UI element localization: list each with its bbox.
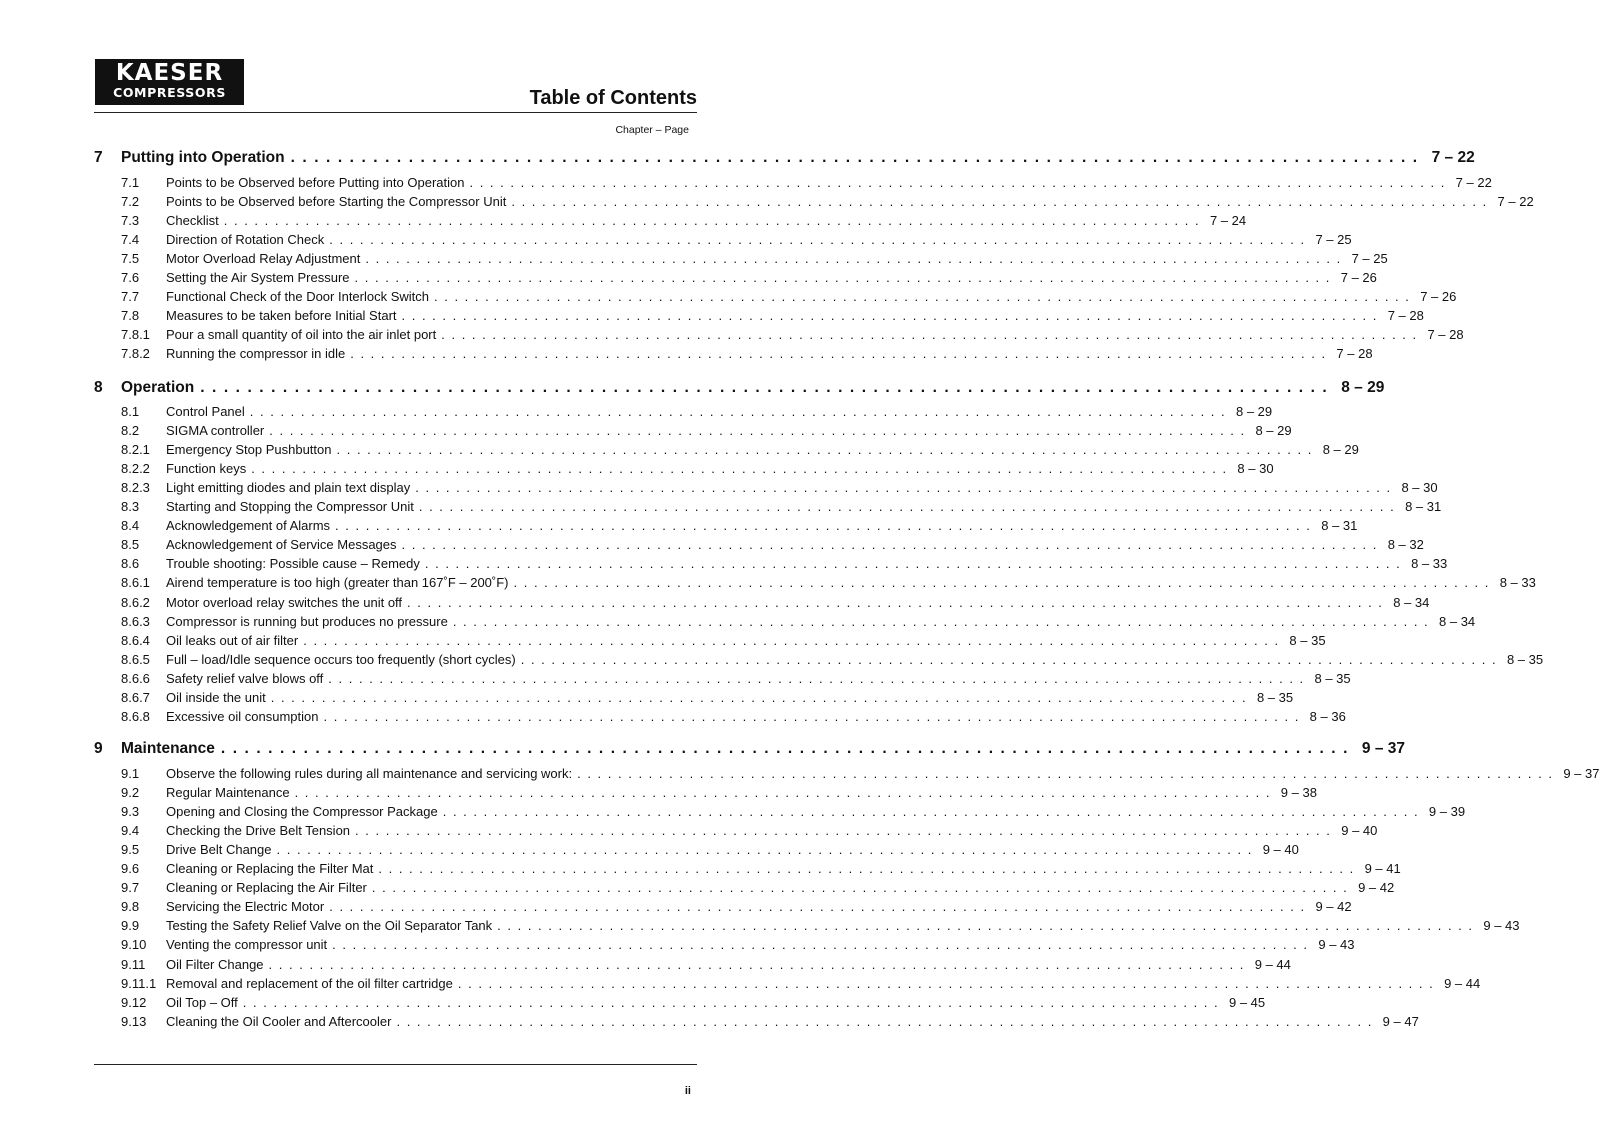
entry-page: 9 – 44 <box>1254 956 1291 972</box>
dot-leader: . . . . . . . . . . . . . . . . . . . . . . . . . . . . . . . . . . . . . . . . . . . . . . . . . . . . . . . . . . . . . . . . . . . . . . . . . . . . . . . . . . . . . . . . . . . . . . . . <box>371 880 1349 896</box>
entry-page: 7 – 28 <box>1427 327 1464 343</box>
entry-page: 8 – 29 <box>1255 423 1292 439</box>
dot-leader: . . . . . . . . . . . . . . . . . . . . . . . . . . . . . . . . . . . . . . . . . . . . . . . . . . . . . . . . . . . . . . . . . . . . . . . . . . . . . . . . . . . . . . . . . . . . . . . . <box>249 404 1227 419</box>
chapter-page: 9 – 37 <box>1361 740 1406 757</box>
dot-leader: . . . . . . . . . . . . . . . . . . . . . . . . . . . . . . . . . . . . . . . . . . . . . . . . . . . . . . . . . . . . . . . . . . . . . . . . . . . . . . . . . . . . . . . . . . . . . . . . <box>396 1013 1373 1029</box>
dot-leader: . . . . . . . . . . . . . . . . . . . . . . . . . . . . . . . . . . . . . . . . . . . . . . . . . . . . . . . . . . . . . . . . . . . . . . . . . . . . . . . . . . . . . . . . . . . . . . . . <box>378 861 1355 877</box>
entry-number: 8.2 <box>121 423 140 439</box>
entry-number: 7.8 <box>121 308 140 324</box>
dot-leader: . . . . . . . . . . . . . . . . . . . . . . . . . . . . . . . . . . . . . . . . . . . . . . . . . . . . . . . . . . . . . . . . . . . . . . . . . . . . . . . . . . . . . . . . . . . . . . . . <box>497 918 1474 934</box>
toc-entry[interactable] <box>121 821 1378 840</box>
entry-page: 8 – 34 <box>1393 594 1430 610</box>
dot-leader: . . . . . . . . . . . . . . . . . . . . . . . . . . . . . . . . . . . . . . . . . . . . . . . . . . . . . . . . . . . . . . . . . . . . . . . . . . . . . . . . . . . . . . . . . . . . . . . . <box>577 766 1554 781</box>
dot-leader: . . . . . . . . . . . . . . . . . . . . . . . . . . . . . . . . . . . . . . . . . . . . . . . . . . . . . . . . . . . . . . . . . . . . . . . . . . . . . . . . . . . . . . . . . . . . . . . . <box>290 149 1419 166</box>
entry-page: 8 – 30 <box>1401 480 1438 496</box>
toc-entry[interactable] <box>121 459 1274 478</box>
entry-number: 8.3 <box>121 499 140 515</box>
dot-leader: . . . . . . . . . . . . . . . . . . . . . . . . . . . . . . . . . . . . . . . . . . . . . . . . . . . . . . . . . . . . . . . . . . . . . . . . . . . . . . . . . . . . . . . . . . . . . . . . <box>242 994 1220 1010</box>
entry-number: 7.4 <box>121 232 140 248</box>
entry-title: Running the compressor in idle <box>166 346 346 362</box>
entry-number: 9.6 <box>121 861 140 877</box>
entry-title: Light emitting diodes and plain text display <box>166 480 411 496</box>
entry-page: 7 – 26 <box>1340 270 1377 286</box>
toc-entry[interactable] <box>121 192 1534 211</box>
dot-leader: . . . . . . . . . . . . . . . . . . . . . . . . . . . . . . . . . . . . . . . . . . . . . . . . . . . . . . . . . . . . . . . . . . . . . . . . . . . . . . . . . . . . . . . . . . . . . . . . <box>354 270 1331 286</box>
entry-number: 8.2.2 <box>121 461 150 477</box>
chapter-title: Putting into Operation <box>121 149 285 166</box>
entry-number: 9.7 <box>121 880 140 896</box>
entry-title: Compressor is running but produces no pressure <box>166 613 448 629</box>
dot-leader: . . . . . . . . . . . . . . . . . . . . . . . . . . . . . . . . . . . . . . . . . . . . . . . . . . . . . . . . . . . . . . . . . . . . . . . . . . . . . . . . . . . . . . . . . . . . . . . . <box>335 518 1312 534</box>
entry-page: 7 – 24 <box>1209 213 1247 229</box>
entry-number: 7.8.2 <box>121 346 150 362</box>
entry-title: Oil inside the unit <box>166 689 266 705</box>
dot-leader: . . . . . . . . . . . . . . . . . . . . . . . . . . . . . . . . . . . . . . . . . . . . . . . . . . . . . . . . . . . . . . . . . . . . . . . . . . . . . . . . . . . . . . . . . . . . . . . . <box>401 308 1378 324</box>
entry-page: 8 – 34 <box>1439 613 1476 629</box>
toc-entry[interactable] <box>121 268 1377 287</box>
toc-entry[interactable] <box>121 306 1424 325</box>
entry-title: Venting the compressor unit <box>166 937 328 953</box>
entry-title: Checklist <box>166 213 219 229</box>
entry-title: Safety relief valve blows off <box>166 670 324 686</box>
entry-title: Trouble shooting: Possible cause – Remedy <box>166 556 420 572</box>
entry-number: 8.4 <box>121 518 140 534</box>
dot-leader: . . . . . . . . . . . . . . . . . . . . . . . . . . . . . . . . . . . . . . . . . . . . . . . . . . . . . . . . . . . . . . . . . . . . . . . . . . . . . . . . . . . . . . . . . . . . . . . . <box>441 327 1418 343</box>
entry-number: 8.6.3 <box>121 613 150 629</box>
toc-entry[interactable] <box>121 344 1373 363</box>
dot-leader: . . . . . . . . . . . . . . . . . . . . . . . . . . . . . . . . . . . . . . . . . . . . . . . . . . . . . . . . . . . . . . . . . . . . . . . . . . . . . . . . . . . . . . . . . . . . . . . . <box>434 289 1411 305</box>
dot-leader: . . . . . . . . . . . . . . . . . . . . . . . . . . . . . . . . . . . . . . . . . . . . . . . . . . . . . . . . . . . . . . . . . . . . . . . . . . . . . . . . . . . . . . . . . . . . . . . . <box>520 651 1498 667</box>
toc-entry[interactable] <box>121 955 1291 974</box>
entry-title: Points to be Observed before Putting into Operation <box>166 175 465 190</box>
entry-page: 8 – 35 <box>1289 632 1326 648</box>
dot-leader: . . . . . . . . . . . . . . . . . . . . . . . . . . . . . . . . . . . . . . . . . . . . . . . . . . . . . . . . . . . . . . . . . . . . . . . . . . . . . . . . . . . . . . . . . . . . . . . . <box>220 740 1350 757</box>
entry-title: Oil leaks out of air filter <box>166 632 299 648</box>
dot-leader: . . . . . . . . . . . . . . . . . . . . . . . . . . . . . . . . . . . . . . . . . . . . . . . . . . . . . . . . . . . . . . . . . . . . . . . . . . . . . . . . . . . . . . . . . . . . . . . . <box>332 937 1309 953</box>
entry-title: Cleaning or Replacing the Air Filter <box>166 880 367 896</box>
entry-page: 8 – 33 <box>1499 575 1536 591</box>
entry-number: 7.1 <box>121 175 140 190</box>
entry-number: 8.2.1 <box>121 442 150 458</box>
toc-entry[interactable] <box>121 935 1355 954</box>
dot-leader: . . . . . . . . . . . . . . . . . . . . . . . . . . . . . . . . . . . . . . . . . . . . . . . . . . . . . . . . . . . . . . . . . . . . . . . . . . . . . . . . . . . . . . . . . . . . . . . . <box>200 379 1329 396</box>
entry-page: 9 – 42 <box>1315 899 1352 915</box>
entry-title: Direction of Rotation Check <box>166 232 325 248</box>
entry-title: Motor overload relay switches the unit off <box>166 594 403 610</box>
toc-entry[interactable] <box>121 688 1294 707</box>
toc-entry[interactable] <box>121 840 1299 859</box>
toc-entry[interactable] <box>121 802 1466 821</box>
entry-title: Oil Top – Off <box>166 994 238 1010</box>
dot-leader: . . . . . . . . . . . . . . . . . . . . . . . . . . . . . . . . . . . . . . . . . . . . . . . . . . . . . . . . . . . . . . . . . . . . . . . . . . . . . . . . . . . . . . . . . . . . . . . . <box>276 842 1253 858</box>
logo-brand: KAESER <box>115 60 224 86</box>
dot-leader: . . . . . . . . . . . . . . . . . . . . . . . . . . . . . . . . . . . . . . . . . . . . . . . . . . . . . . . . . . . . . . . . . . . . . . . . . . . . . . . . . . . . . . . . . . . . . . . . <box>457 975 1435 991</box>
entry-page: 7 – 28 <box>1387 308 1424 324</box>
dot-leader: . . . . . . . . . . . . . . . . . . . . . . . . . . . . . . . . . . . . . . . . . . . . . . . . . . . . . . . . . . . . . . . . . . . . . . . . . . . . . . . . . . . . . . . . . . . . . . . . <box>329 232 1306 248</box>
entry-title: SIGMA controller <box>166 423 265 439</box>
toc-entry[interactable] <box>121 859 1401 878</box>
toc-entry[interactable] <box>121 707 1346 726</box>
toc-entry[interactable] <box>121 516 1358 535</box>
entry-page: 8 – 35 <box>1314 670 1351 686</box>
toc-entry[interactable] <box>121 497 1442 516</box>
entry-number: 9.8 <box>121 899 140 915</box>
dot-leader: . . . . . . . . . . . . . . . . . . . . . . . . . . . . . . . . . . . . . . . . . . . . . . . . . . . . . . . . . . . . . . . . . . . . . . . . . . . . . . . . . . . . . . . . . . . . . . . . <box>223 213 1201 229</box>
entry-page: 9 – 40 <box>1262 842 1299 858</box>
entry-page: 9 – 40 <box>1341 823 1378 839</box>
dot-leader: . . . . . . . . . . . . . . . . . . . . . . . . . . . . . . . . . . . . . . . . . . . . . . . . . . . . . . . . . . . . . . . . . . . . . . . . . . . . . . . . . . . . . . . . . . . . . . . . <box>355 823 1332 839</box>
chapter-title: Operation <box>121 379 195 396</box>
entry-title: Observe the following rules during all maintenance and servicing work: <box>166 766 573 781</box>
chapter-page-label: Chapter – Page <box>615 124 689 136</box>
entry-number: 7.2 <box>121 194 140 210</box>
entry-page: 8 – 35 <box>1506 651 1544 667</box>
entry-title: Oil Filter Change <box>166 956 264 972</box>
toc-entry[interactable] <box>121 974 1481 993</box>
dot-leader: . . . . . . . . . . . . . . . . . . . . . . . . . . . . . . . . . . . . . . . . . . . . . . . . . . . . . . . . . . . . . . . . . . . . . . . . . . . . . . . . . . . . . . . . . . . . . . . . <box>336 442 1313 458</box>
entry-title: Function keys <box>166 461 247 477</box>
entry-page: 9 – 43 <box>1483 918 1520 934</box>
toc-chapter[interactable] <box>94 378 1385 398</box>
entry-page: 8 – 31 <box>1405 499 1442 515</box>
entry-page: 8 – 29 <box>1322 442 1359 458</box>
entry-title: Full – load/Idle sequence occurs too frequently (short cycles) <box>166 651 516 667</box>
entry-page: 9 – 38 <box>1280 785 1317 801</box>
entry-number: 8.6 <box>121 556 140 572</box>
entry-number: 8.6.2 <box>121 594 150 610</box>
entry-page: 8 – 36 <box>1309 708 1346 724</box>
entry-title: Airend temperature is too high (greater than 167˚F – 200˚F) <box>166 575 509 591</box>
dot-leader: . . . . . . . . . . . . . . . . . . . . . . . . . . . . . . . . . . . . . . . . . . . . . . . . . . . . . . . . . . . . . . . . . . . . . . . . . . . . . . . . . . . . . . . . . . . . . . . . <box>270 689 1248 705</box>
entry-page: 8 – 29 <box>1235 404 1273 419</box>
entry-page: 7 – 26 <box>1420 289 1457 305</box>
chapter-page: 7 – 22 <box>1431 149 1475 166</box>
entry-page: 9 – 47 <box>1382 1013 1419 1029</box>
chapter-number: 7 <box>94 149 103 166</box>
entry-page: 9 – 37 <box>1563 766 1599 781</box>
dot-leader: . . . . . . . . . . . . . . . . . . . . . . . . . . . . . . . . . . . . . . . . . . . . . . . . . . . . . . . . . . . . . . . . . . . . . . . . . . . . . . . . . . . . . . . . . . . . . . . . <box>323 708 1300 724</box>
chapter-page: 8 – 29 <box>1341 379 1385 396</box>
entry-number: 8.6.6 <box>121 670 150 686</box>
entry-number: 8.6.1 <box>121 575 150 591</box>
toc-entry[interactable] <box>121 650 1544 669</box>
chapter-title: Maintenance <box>121 740 215 757</box>
dot-leader: . . . . . . . . . . . . . . . . . . . . . . . . . . . . . . . . . . . . . . . . . . . . . . . . . . . . . . . . . . . . . . . . . . . . . . . . . . . . . . . . . . . . . . . . . . . . . . . . <box>407 594 1384 610</box>
toc-entry[interactable] <box>121 631 1326 650</box>
toc-entry[interactable] <box>121 993 1266 1012</box>
entry-number: 8.6.4 <box>121 632 150 648</box>
toc-entry[interactable] <box>121 1012 1419 1031</box>
entry-title: Opening and Closing the Compressor Package <box>166 804 438 820</box>
entry-number: 8.2.3 <box>121 480 150 496</box>
entry-number: 8.6.7 <box>121 689 150 705</box>
entry-number: 9.5 <box>121 842 140 858</box>
entry-page: 8 – 33 <box>1411 556 1448 572</box>
toc-chapter[interactable] <box>94 739 1406 759</box>
toc-entry[interactable] <box>121 573 1536 592</box>
entry-title: Testing the Safety Relief Valve on the Oil Separator Tank <box>166 918 493 934</box>
page-title: Table of Contents <box>529 87 697 109</box>
dot-leader: . . . . . . . . . . . . . . . . . . . . . . . . . . . . . . . . . . . . . . . . . . . . . . . . . . . . . . . . . . . . . . . . . . . . . . . . . . . . . . . . . . . . . . . . . . . . . . . . <box>511 194 1488 210</box>
dot-leader: . . . . . . . . . . . . . . . . . . . . . . . . . . . . . . . . . . . . . . . . . . . . . . . . . . . . . . . . . . . . . . . . . . . . . . . . . . . . . . . . . . . . . . . . . . . . . . . . <box>268 956 1245 972</box>
entry-page: 7 – 25 <box>1351 251 1388 267</box>
dot-leader: . . . . . . . . . . . . . . . . . . . . . . . . . . . . . . . . . . . . . . . . . . . . . . . . . . . . . . . . . . . . . . . . . . . . . . . . . . . . . . . . . . . . . . . . . . . . . . . . <box>329 899 1306 915</box>
toc-entry[interactable] <box>121 249 1388 268</box>
entry-title: Servicing the Electric Motor <box>166 899 325 915</box>
entry-title: Starting and Stopping the Compressor Unit <box>166 499 414 515</box>
entry-page: 8 – 35 <box>1256 689 1294 705</box>
entry-number: 7.5 <box>121 251 140 267</box>
toc-entry[interactable] <box>121 440 1359 459</box>
dot-leader: . . . . . . . . . . . . . . . . . . . . . . . . . . . . . . . . . . . . . . . . . . . . . . . . . . . . . . . . . . . . . . . . . . . . . . . . . . . . . . . . . . . . . . . . . . . . . . . . <box>452 613 1430 629</box>
entry-number: 8.5 <box>121 537 140 553</box>
toc-entry[interactable] <box>121 783 1317 802</box>
toc-entry[interactable] <box>121 554 1448 573</box>
entry-number: 9.2 <box>121 785 140 801</box>
entry-number: 9.4 <box>121 823 140 839</box>
dot-leader: . . . . . . . . . . . . . . . . . . . . . . . . . . . . . . . . . . . . . . . . . . . . . . . . . . . . . . . . . . . . . . . . . . . . . . . . . . . . . . . . . . . . . . . . . . . . . . . . <box>418 499 1396 515</box>
toc-entry[interactable] <box>121 612 1476 631</box>
page-number: ii <box>684 1085 691 1097</box>
toc-chapter[interactable] <box>94 148 1475 168</box>
chapter-number: 9 <box>94 740 103 757</box>
entry-number: 8.1 <box>121 404 140 419</box>
toc-entry[interactable] <box>121 287 1457 306</box>
entry-number: 9.11 <box>121 956 146 972</box>
entry-page: 8 – 31 <box>1321 518 1358 534</box>
entry-title: Acknowledgement of Service Messages <box>166 537 397 553</box>
toc-entry[interactable] <box>121 230 1352 249</box>
entry-page: 8 – 32 <box>1387 537 1424 553</box>
dot-leader: . . . . . . . . . . . . . . . . . . . . . . . . . . . . . . . . . . . . . . . . . . . . . . . . . . . . . . . . . . . . . . . . . . . . . . . . . . . . . . . . . . . . . . . . . . . . . . . . <box>424 556 1402 572</box>
entry-title: Setting the Air System Pressure <box>166 270 350 286</box>
entry-title: Emergency Stop Pushbutton <box>166 442 332 458</box>
entry-page: 9 – 39 <box>1428 804 1466 820</box>
entry-title: Pour a small quantity of oil into the air inlet port <box>166 327 437 343</box>
dot-leader: . . . . . . . . . . . . . . . . . . . . . . . . . . . . . . . . . . . . . . . . . . . . . . . . . . . . . . . . . . . . . . . . . . . . . . . . . . . . . . . . . . . . . . . . . . . . . . . . <box>513 575 1490 591</box>
toc-entry[interactable] <box>121 878 1395 897</box>
entry-title: Control Panel <box>166 404 245 419</box>
dot-leader: . . . . . . . . . . . . . . . . . . . . . . . . . . . . . . . . . . . . . . . . . . . . . . . . . . . . . . . . . . . . . . . . . . . . . . . . . . . . . . . . . . . . . . . . . . . . . . . . <box>469 175 1446 190</box>
entry-number: 7.7 <box>121 289 140 305</box>
entry-number: 9.1 <box>121 766 140 781</box>
entry-page: 9 – 42 <box>1358 880 1395 896</box>
dot-leader: . . . . . . . . . . . . . . . . . . . . . . . . . . . . . . . . . . . . . . . . . . . . . . . . . . . . . . . . . . . . . . . . . . . . . . . . . . . . . . . . . . . . . . . . . . . . . . . . <box>415 480 1392 496</box>
entry-number: 9.11.1 <box>121 975 157 991</box>
dot-leader: . . . . . . . . . . . . . . . . . . . . . . . . . . . . . . . . . . . . . . . . . . . . . . . . . . . . . . . . . . . . . . . . . . . . . . . . . . . . . . . . . . . . . . . . . . . . . . . . <box>303 632 1280 648</box>
entry-page: 7 – 25 <box>1315 232 1352 248</box>
entry-number: 9.12 <box>121 994 147 1010</box>
dot-leader: . . . . . . . . . . . . . . . . . . . . . . . . . . . . . . . . . . . . . . . . . . . . . . . . . . . . . . . . . . . . . . . . . . . . . . . . . . . . . . . . . . . . . . . . . . . . . . . . <box>442 804 1420 820</box>
entry-page: 7 – 22 <box>1497 194 1534 210</box>
entry-title: Cleaning or Replacing the Filter Mat <box>166 861 374 877</box>
entry-title: Motor Overload Relay Adjustment <box>166 251 361 267</box>
dot-leader: . . . . . . . . . . . . . . . . . . . . . . . . . . . . . . . . . . . . . . . . . . . . . . . . . . . . . . . . . . . . . . . . . . . . . . . . . . . . . . . . . . . . . . . . . . . . . . . . <box>251 461 1228 477</box>
dot-leader: . . . . . . . . . . . . . . . . . . . . . . . . . . . . . . . . . . . . . . . . . . . . . . . . . . . . . . . . . . . . . . . . . . . . . . . . . . . . . . . . . . . . . . . . . . . . . . . . <box>294 785 1271 801</box>
toc-entry[interactable] <box>121 535 1424 554</box>
entry-number: 9.3 <box>121 804 140 820</box>
entry-page: 7 – 22 <box>1455 175 1492 190</box>
entry-number: 8.6.8 <box>121 708 150 724</box>
entry-title: Measures to be taken before Initial Start <box>166 308 397 324</box>
chapter-number: 8 <box>94 379 103 396</box>
toc-entry[interactable] <box>121 764 1599 783</box>
entry-title: Acknowledgement of Alarms <box>166 518 331 534</box>
entry-number: 9.10 <box>121 937 147 953</box>
logo-subtitle: COMPRESSORS <box>113 85 226 100</box>
toc-entry[interactable] <box>121 669 1351 688</box>
entry-page: 9 – 41 <box>1364 861 1401 877</box>
entry-title: Removal and replacement of the oil filter cartridge <box>166 975 453 991</box>
entry-page: 7 – 28 <box>1336 346 1373 362</box>
entry-number: 7.8.1 <box>121 327 150 343</box>
toc-entry[interactable] <box>121 173 1492 192</box>
dot-leader: . . . . . . . . . . . . . . . . . . . . . . . . . . . . . . . . . . . . . . . . . . . . . . . . . . . . . . . . . . . . . . . . . . . . . . . . . . . . . . . . . . . . . . . . . . . . . . . . <box>401 537 1378 553</box>
toc-entry[interactable] <box>121 421 1292 440</box>
entry-number: 7.6 <box>121 270 140 286</box>
toc-entry[interactable] <box>121 916 1520 935</box>
entry-title: Regular Maintenance <box>166 785 290 801</box>
toc-entry[interactable] <box>121 593 1430 612</box>
entry-title: Drive Belt Change <box>166 842 272 858</box>
dot-leader: . . . . . . . . . . . . . . . . . . . . . . . . . . . . . . . . . . . . . . . . . . . . . . . . . . . . . . . . . . . . . . . . . . . . . . . . . . . . . . . . . . . . . . . . . . . . . . . . <box>350 346 1327 362</box>
footer-divider <box>94 1064 697 1065</box>
entry-page: 8 – 30 <box>1237 461 1274 477</box>
dot-leader: . . . . . . . . . . . . . . . . . . . . . . . . . . . . . . . . . . . . . . . . . . . . . . . . . . . . . . . . . . . . . . . . . . . . . . . . . . . . . . . . . . . . . . . . . . . . . . . . <box>365 251 1342 267</box>
entry-title: Cleaning the Oil Cooler and Aftercooler <box>166 1013 392 1029</box>
entry-number: 7.3 <box>121 213 140 229</box>
entry-title: Excessive oil consumption <box>166 708 319 724</box>
toc-entry[interactable] <box>121 478 1438 497</box>
entry-title: Points to be Observed before Starting the Compressor Unit <box>166 194 507 210</box>
toc-entry[interactable] <box>121 897 1352 916</box>
dot-leader: . . . . . . . . . . . . . . . . . . . . . . . . . . . . . . . . . . . . . . . . . . . . . . . . . . . . . . . . . . . . . . . . . . . . . . . . . . . . . . . . . . . . . . . . . . . . . . . . <box>328 670 1305 686</box>
toc-entry[interactable] <box>121 402 1273 421</box>
entry-title: Checking the Drive Belt Tension <box>166 823 351 839</box>
entry-page: 9 – 44 <box>1444 975 1481 991</box>
dot-leader: . . . . . . . . . . . . . . . . . . . . . . . . . . . . . . . . . . . . . . . . . . . . . . . . . . . . . . . . . . . . . . . . . . . . . . . . . . . . . . . . . . . . . . . . . . . . . . . . <box>269 423 1246 439</box>
entry-title: Functional Check of the Door Interlock Switch <box>166 289 430 305</box>
entry-page: 9 – 43 <box>1318 937 1355 953</box>
toc-entry[interactable] <box>121 211 1247 230</box>
entry-page: 9 – 45 <box>1228 994 1266 1010</box>
entry-number: 9.13 <box>121 1013 147 1029</box>
entry-number: 9.9 <box>121 918 140 934</box>
entry-number: 8.6.5 <box>121 651 150 667</box>
toc-entry[interactable] <box>121 325 1464 344</box>
